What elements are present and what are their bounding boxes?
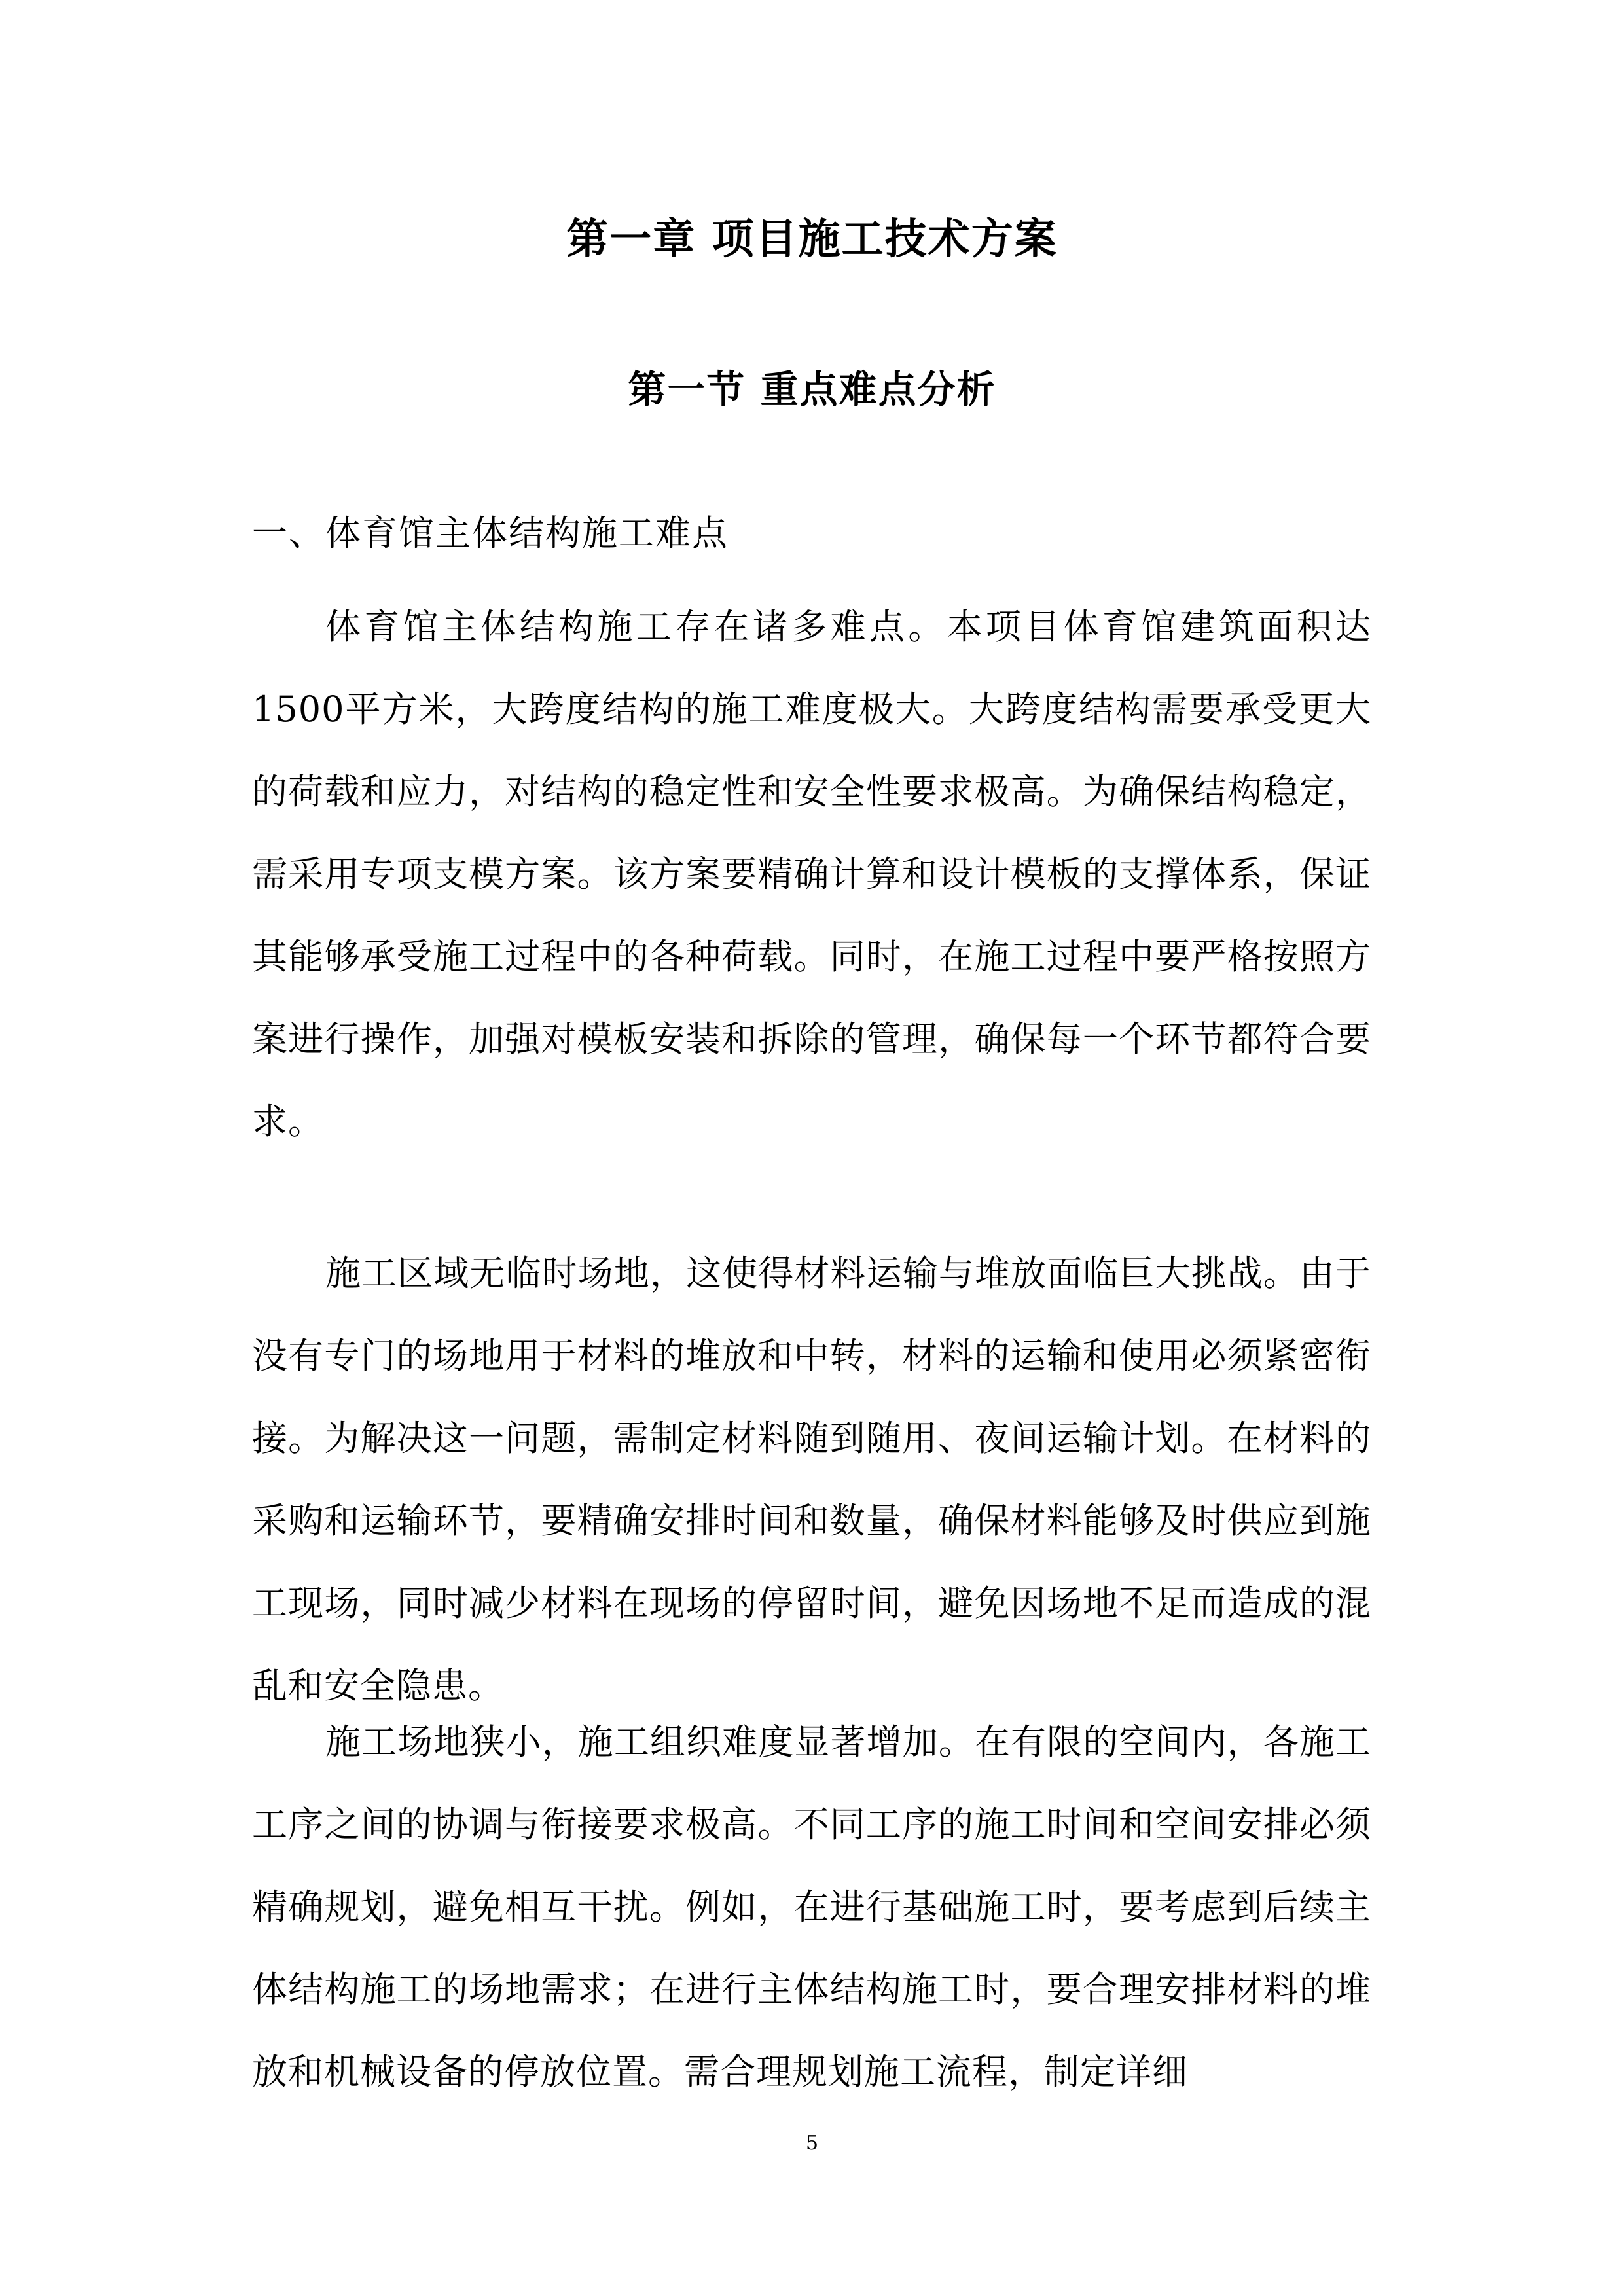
body-paragraph: 施工区域无临时场地，这使得材料运输与堆放面临巨大挑战。由于没有专门的场地用于材料的堆放和中转，材料的运输和使用必须紧密衔接。为解决这一问题，需制定材料随到随用、夜间运输计划。在材料的采购和运输环节，要精确安排时间和数量，确保材料能够及时供应到施工现场，同时减少材料在现场的停留时间，避免因场地不足而造成的混乱和安全隐患。	[252, 1253, 1371, 1706]
page-number: 5	[805, 2132, 819, 2155]
section-title: 第一节 重点难点分析	[628, 367, 996, 412]
chapter-title: 第一章 项目施工技术方案	[566, 215, 1058, 264]
subheading: 一、体育馆主体结构施工难点	[252, 512, 729, 554]
body-paragraph: 体育馆主体结构施工存在诸多难点。本项目体育馆建筑面积达1500平方米，大跨度结构的施工难度极大。大跨度结构需要承受更大的荷载和应力，对结构的稳定性和安全性要求极高。为确保结构稳定，需采用专项支模方案。该方案要精确计算和设计模板的支撑体系，保证其能够承受施工过程中的各种荷载。同时，在施工过程中要严格按照方案进行操作，加强对模板安装和拆除的管理，确保每一个环节都符合要求。	[252, 606, 1371, 1142]
body-paragraph: 施工场地狭小，施工组织难度显著增加。在有限的空间内，各施工工序之间的协调与衔接要求极高。不同工序的施工时间和空间安排必须精确规划，避免相互干扰。例如，在进行基础施工时，要考虑到后续主体结构施工的场地需求；在进行主体结构施工时，要合理安排材料的堆放和机械设备的停放位置。需合理规划施工流程，制定详细	[252, 1721, 1371, 2092]
